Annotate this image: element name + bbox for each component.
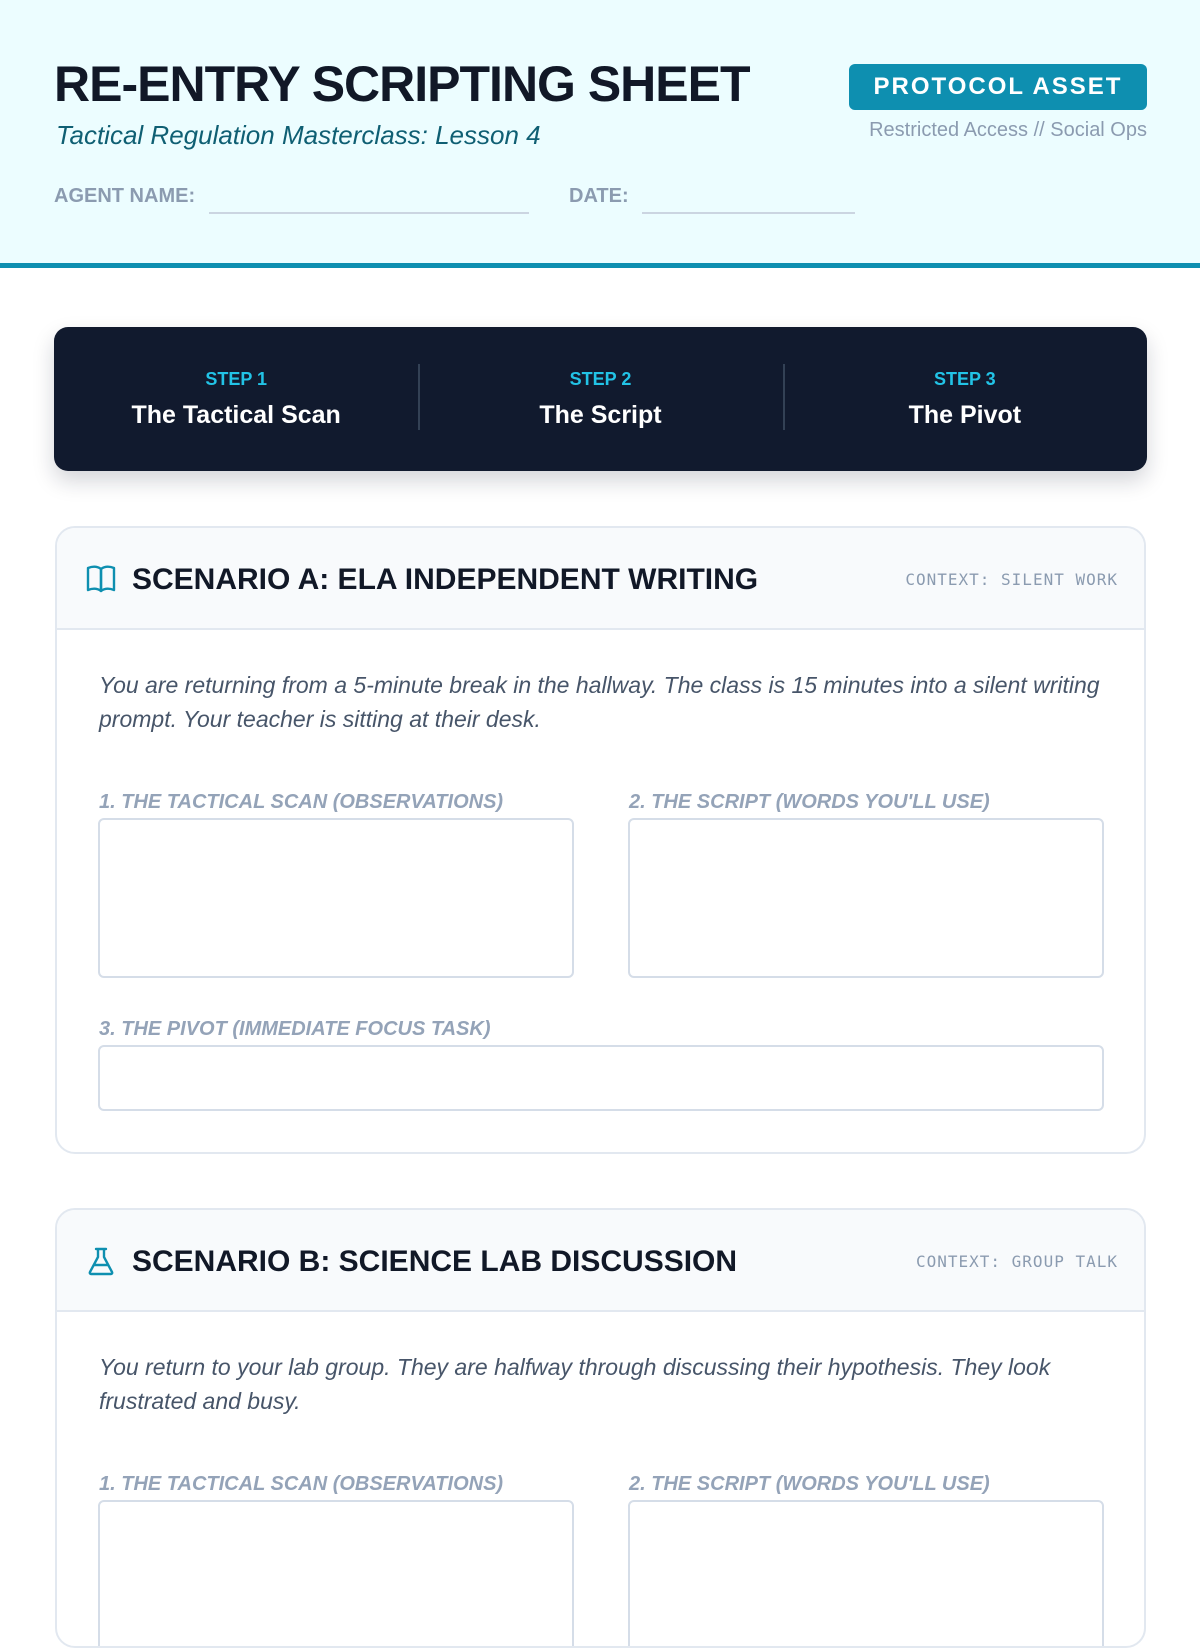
scenario-header	[57, 528, 1144, 630]
tactical-scan-input[interactable]	[98, 1500, 574, 1648]
scenario-context: CONTEXT: GROUP TALK	[915, 1252, 1118, 1271]
step-number: STEP 2	[569, 369, 632, 389]
scenario-header	[57, 1210, 1144, 1312]
tactical-scan-label: 1. THE TACTICAL SCAN (OBSERVATIONS)	[99, 791, 504, 813]
date-field[interactable]	[642, 212, 855, 214]
page-title: RE-ENTRY SCRIPTING SHEET	[54, 56, 750, 112]
scenario-title: SCENARIO B: SCIENCE LAB DISCUSSION	[132, 1245, 738, 1278]
step-number: STEP 3	[933, 369, 996, 389]
flask-icon	[85, 1246, 117, 1276]
scenario-card-b	[55, 1208, 1146, 1648]
book-icon	[85, 564, 117, 594]
steps-bar	[54, 327, 1147, 471]
script-input[interactable]	[628, 818, 1104, 978]
page-subtitle: Tactical Regulation Masterclass: Lesson 4	[56, 120, 541, 150]
pivot-label: 3. THE PIVOT (IMMEDIATE FOCUS TASK)	[99, 1018, 491, 1040]
tactical-scan-label: 1. THE TACTICAL SCAN (OBSERVATIONS)	[99, 1473, 504, 1495]
pivot-input[interactable]	[98, 1045, 1104, 1111]
step-name: The Script	[539, 401, 662, 429]
step-1	[54, 368, 418, 430]
step-number: STEP 1	[205, 369, 268, 389]
scenario-description: You return to your lab group. They are halfway through discussing their hypothesis. They look frustrated and busy.	[99, 1354, 1051, 1414]
script-input[interactable]	[628, 1500, 1104, 1648]
worksheet-header	[0, 0, 1200, 268]
restricted-note: Restricted Access // Social Ops	[869, 119, 1147, 141]
script-label: 2. THE SCRIPT (WORDS YOU'LL USE)	[629, 791, 990, 813]
protocol-badge: PROTOCOL ASSET	[849, 64, 1147, 110]
scenario-context: CONTEXT: SILENT WORK	[905, 570, 1118, 589]
scenario-title: SCENARIO A: ELA INDEPENDENT WRITING	[132, 563, 759, 596]
scenario-description: You are returning from a 5-minute break in the hallway. The class is 15 minutes into a silent writing prompt. Your teacher is sitting at their desk.	[99, 672, 1100, 732]
step-3	[783, 368, 1147, 430]
agent-name-label: AGENT NAME:	[54, 185, 196, 207]
step-name: The Pivot	[908, 401, 1022, 429]
date-label: DATE:	[569, 185, 629, 207]
script-label: 2. THE SCRIPT (WORDS YOU'LL USE)	[629, 1473, 990, 1495]
tactical-scan-input[interactable]	[98, 818, 574, 978]
agent-name-field[interactable]	[209, 212, 529, 214]
step-2	[418, 368, 782, 430]
scenario-card-a	[55, 526, 1146, 1154]
step-name: The Tactical Scan	[131, 401, 341, 429]
